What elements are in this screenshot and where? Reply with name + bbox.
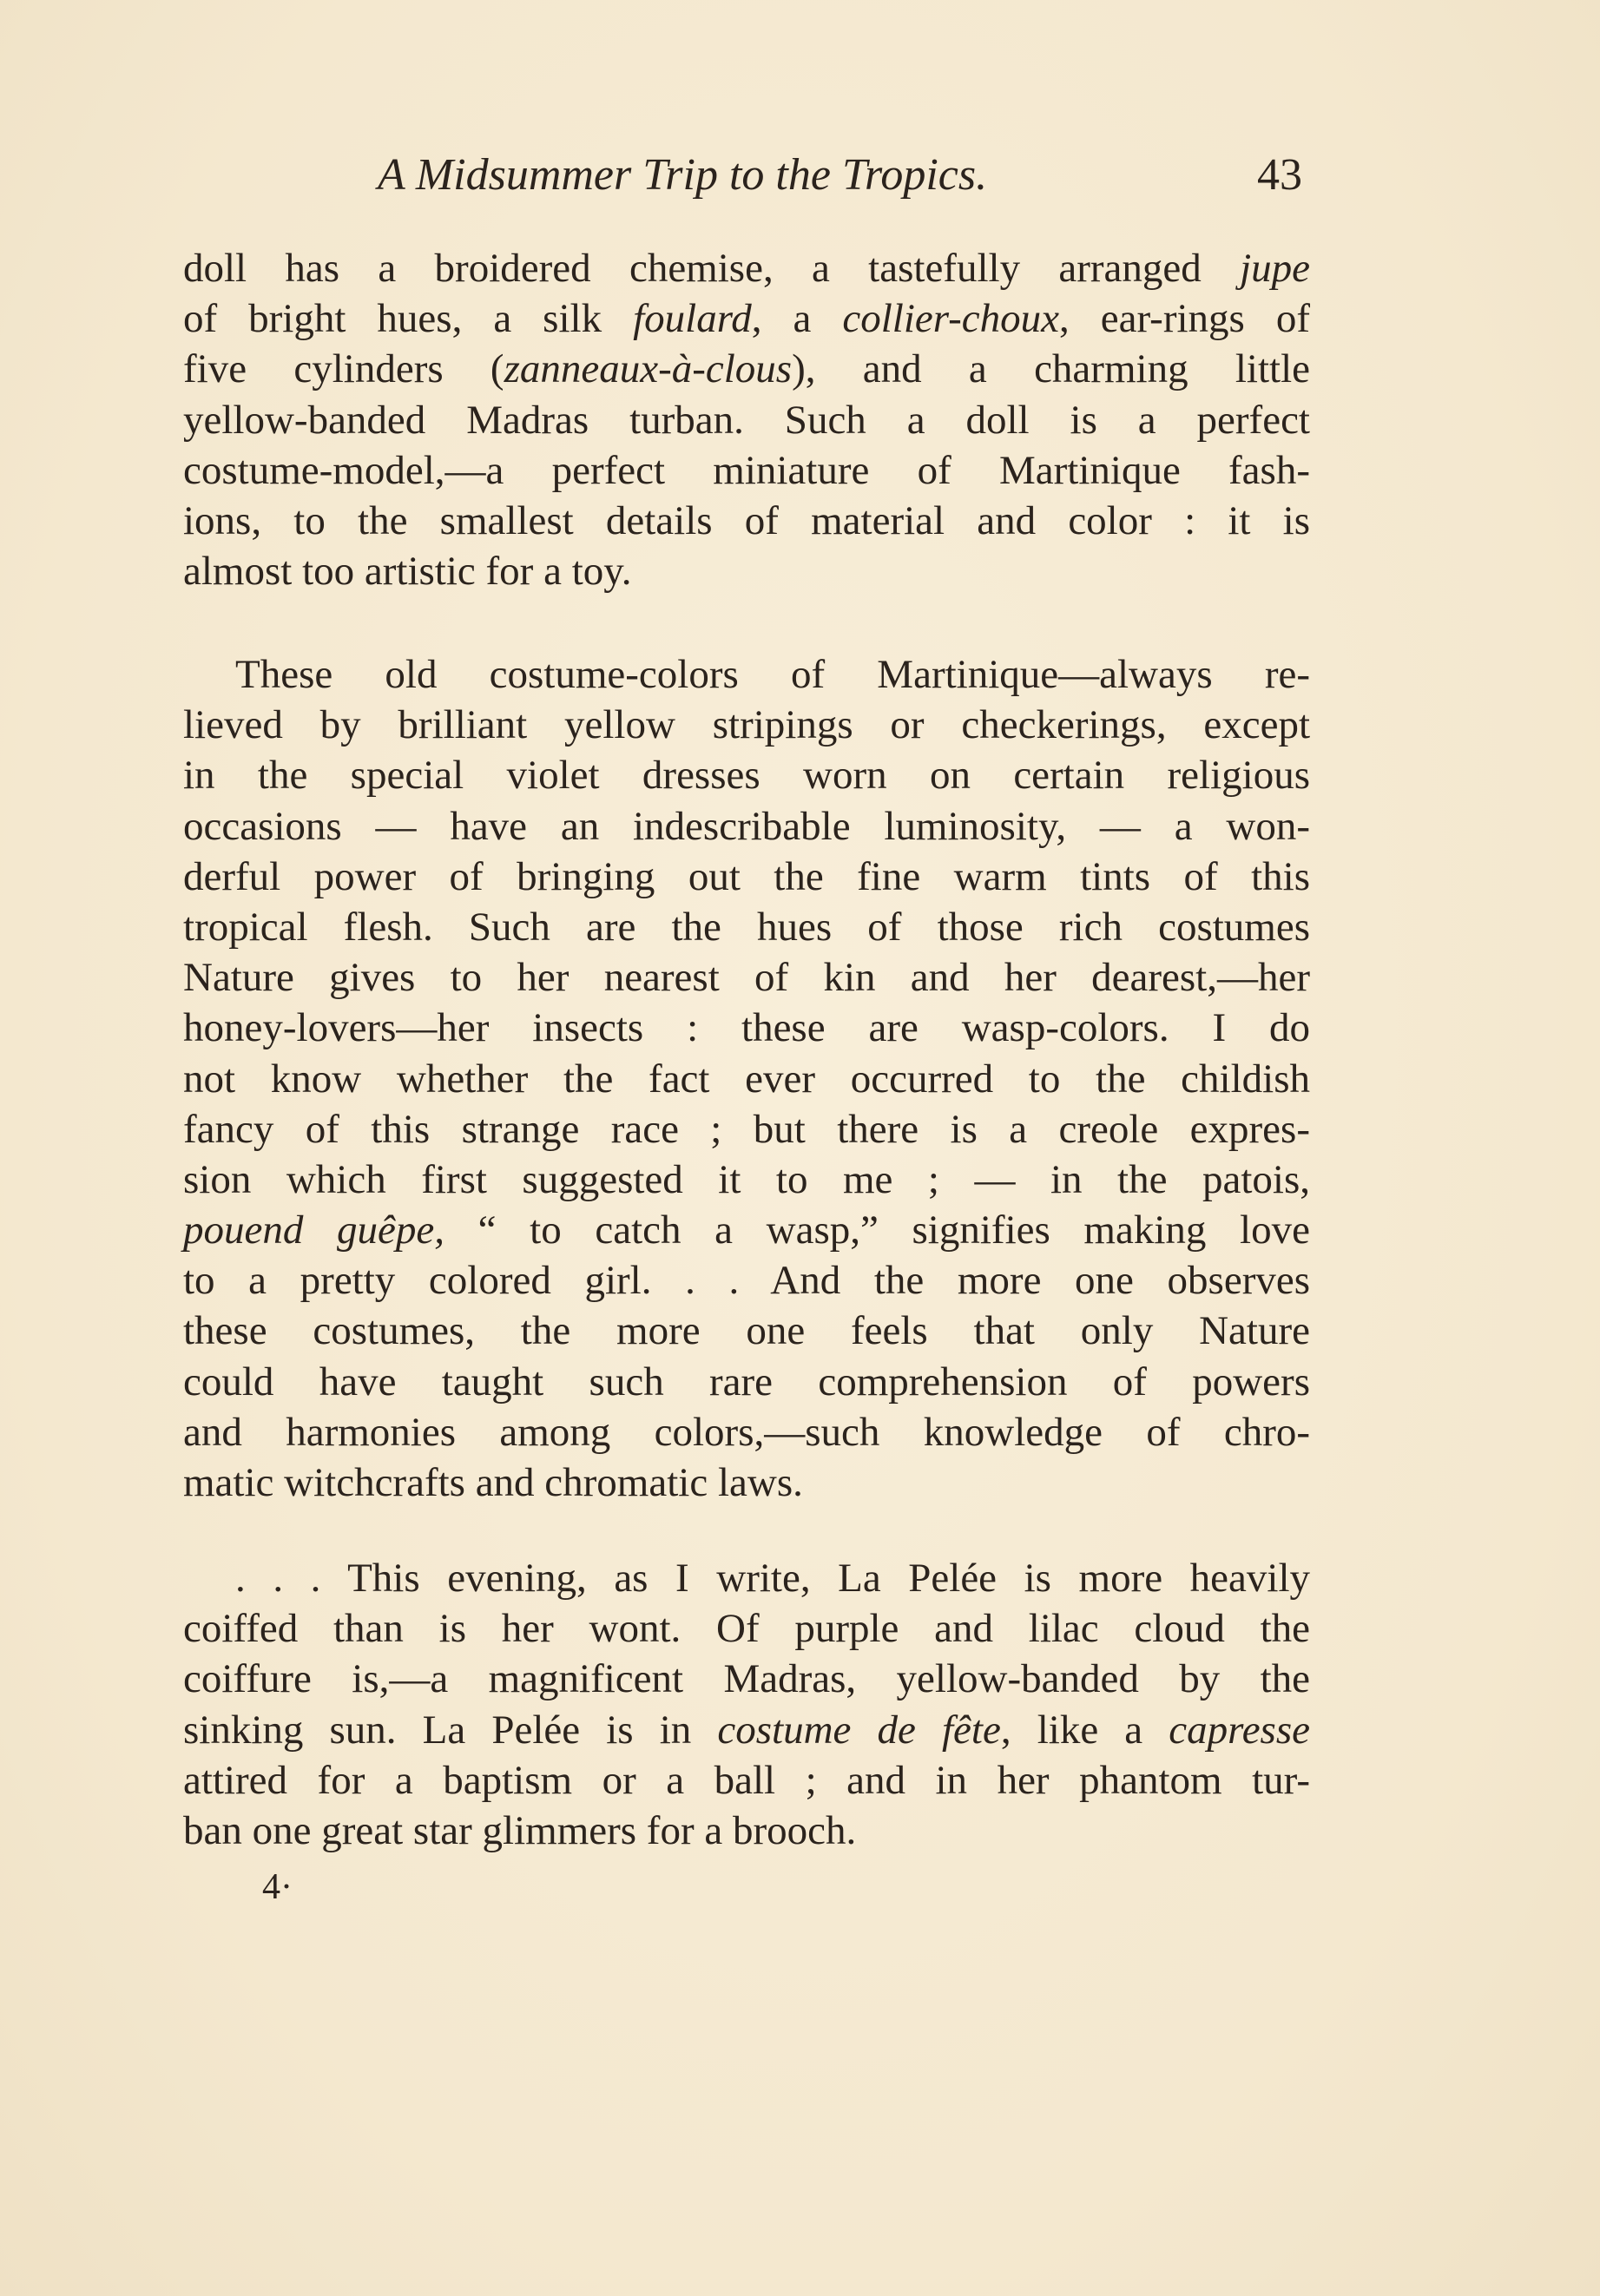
text-segment: “ to catch a wasp,” signifies making love (444, 1207, 1310, 1253)
page-number: 43 (1257, 150, 1302, 200)
italic-text: pouend guêpe, (183, 1207, 444, 1253)
text-segment: Nature gives to her nearest of kin and her dearest,—her (183, 955, 1310, 1001)
text-segment: to a pretty colored girl. . . And the more one observes (183, 1258, 1310, 1304)
text-line (183, 649, 1310, 700)
text-line (183, 293, 1310, 344)
text-segment: could have taught such rare comprehension of powers (183, 1359, 1310, 1405)
text-line (183, 1255, 1310, 1306)
text-line (183, 1457, 1310, 1508)
text-line (183, 1654, 1310, 1704)
text-segment: sinking sun. La Pelée is in (183, 1707, 718, 1753)
text-segment: costume-model,—a perfect miniature of Martinique fash- (183, 447, 1310, 493)
text-segment: five cylinders ( (183, 346, 504, 392)
text-line (183, 1306, 1310, 1356)
text-line (183, 1705, 1310, 1755)
text-segment: derful power of bringing out the fine warm tints of this (183, 853, 1310, 899)
text-segment: tropical flesh. Such are the hues of those rich costumes (183, 904, 1310, 950)
text-line (183, 801, 1310, 852)
text-segment: ban one great star glimmers for a brooch. (183, 1807, 857, 1853)
text-segment: . . . This evening, as I write, La Pelée is more heavily (235, 1556, 1310, 1601)
text-segment: lieved by brilliant yellow stripings or checkerings, except (183, 702, 1310, 748)
text-line (183, 1054, 1310, 1104)
text-line (183, 1003, 1310, 1053)
italic-text: jupe (1240, 246, 1310, 291)
text-line (183, 1104, 1310, 1155)
text-line (183, 1155, 1310, 1205)
text-line (183, 902, 1310, 952)
text-segment: matic witchcrafts and chromatic laws. (183, 1460, 803, 1505)
text-line (183, 1407, 1310, 1457)
text-line (183, 1553, 1310, 1603)
text-line (183, 1603, 1310, 1654)
text-line (183, 496, 1310, 546)
paragraph-1 (183, 243, 1310, 596)
text-segment: ), and a charming little (792, 346, 1310, 392)
text-line (183, 750, 1310, 800)
text-segment: these costumes, the more one feels that only Nature (183, 1308, 1310, 1354)
text-line (183, 243, 1310, 293)
paragraph-3 (183, 1553, 1310, 1856)
paragraph-2 (183, 649, 1310, 1508)
text-segment: in the special violet dresses worn on certain religious (183, 753, 1310, 799)
text-segment: occasions — have an indescribable luminosity, — a won- (183, 803, 1310, 849)
signature-mark: 4· (262, 1867, 293, 1907)
text-line (183, 1357, 1310, 1407)
text-segment: yellow-banded Madras turban. Such a doll is a perfect (183, 397, 1310, 443)
text-segment: coiffed than is her wont. Of purple and lilac cloud the (183, 1606, 1310, 1652)
running-title: A Midsummer Trip to the Tropics. (378, 150, 988, 200)
text-line (183, 1755, 1310, 1806)
text-line (183, 344, 1310, 394)
text-segment: attired for a baptism or a ball ; and in her phantom tur- (183, 1757, 1310, 1803)
text-segment: honey-lovers—her insects : these are wasp-colors. I do (183, 1005, 1310, 1051)
text-segment: These old costume-colors of Martinique—always re- (235, 652, 1310, 697)
italic-text: collier-choux (842, 296, 1059, 342)
text-line (183, 395, 1310, 445)
text-segment: fancy of this strange race ; but there is a creole expres- (183, 1106, 1310, 1152)
text-segment: doll has a broidered chemise, a tastefully arranged (183, 246, 1241, 291)
italic-text: costume de fête (717, 1707, 1001, 1753)
text-segment: , like a (1000, 1707, 1169, 1753)
text-segment: sion which first suggested it to me ; — in the patois, (183, 1156, 1310, 1202)
text-segment: , a (751, 296, 843, 342)
text-segment: not know whether the fact ever occurred to the childish (183, 1056, 1310, 1102)
text-line (183, 852, 1310, 902)
text-line (183, 1806, 1310, 1856)
text-line (183, 445, 1310, 496)
text-line (183, 1205, 1310, 1255)
text-segment: almost too artistic for a toy. (183, 549, 632, 595)
italic-text: zanneaux-à-clous (504, 346, 793, 392)
text-segment: of bright hues, a silk (183, 296, 634, 342)
italic-text: foulard (633, 296, 752, 342)
italic-text: capresse (1169, 1707, 1310, 1753)
text-segment: , ear-rings of (1059, 296, 1310, 342)
text-line (183, 700, 1310, 750)
text-line (183, 546, 1310, 596)
text-segment: ions, to the smallest details of material and color : it is (183, 497, 1310, 543)
text-segment: coiffure is,—a magnificent Madras, yellow-banded by the (183, 1656, 1310, 1702)
text-segment: and harmonies among colors,—such knowledge of chro- (183, 1409, 1310, 1455)
text-line (183, 952, 1310, 1003)
